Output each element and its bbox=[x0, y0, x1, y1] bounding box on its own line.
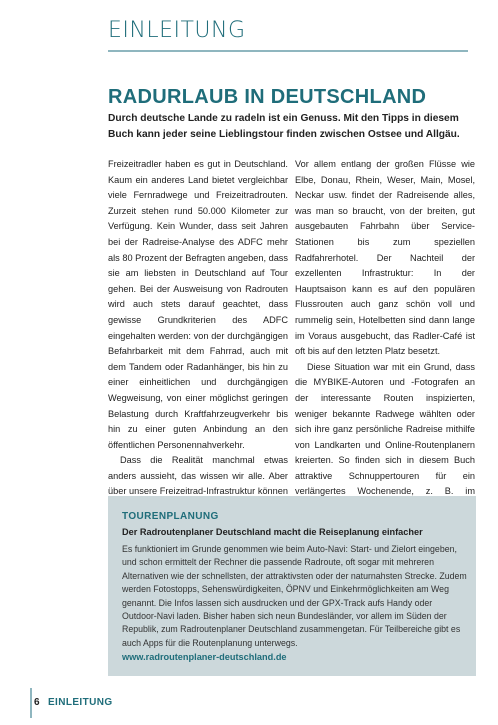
article-lead: Durch deutsche Lande zu radeln ist ein Genuss. Mit den Tipps in diesem Buch kann jeder seine Lieblingstour finden zwischen Ostsee und Allgäu. bbox=[108, 113, 460, 140]
page-number: 6 bbox=[34, 697, 40, 708]
info-box-heading: TOURENPLANUNG bbox=[122, 511, 219, 522]
text-column-left bbox=[108, 157, 288, 516]
paragraph: Diese Situation war mit ein Grund, dass die MYBIKE-Autoren und -Fotografen an der interessante Routen inspizierten, weniger bekannte Radwege wählten oder sich ihre ganz persönliche Radreise mithilfe von Landkarten und Online-Routenplanern kreierten. So finden sich in diesem Buch attraktive Schnuppertouren für ein verlängertes Wochenende, z. B. im bbox=[295, 361, 475, 497]
article-title: RADURLAUB IN DEUTSCHLAND bbox=[108, 86, 427, 108]
header-divider bbox=[108, 50, 468, 52]
footer-divider bbox=[30, 688, 32, 718]
text-column-right bbox=[295, 157, 475, 531]
footer-section: EINLEITUNG bbox=[47, 697, 113, 708]
section-header: EINLEITUNG bbox=[108, 18, 246, 43]
info-box-subheading: Der Radroutenplaner Deutschland macht die Reiseplanung einfacher bbox=[122, 527, 423, 537]
info-box bbox=[108, 496, 476, 676]
page-footer bbox=[34, 697, 113, 708]
paragraph: Freizeitradler haben es gut in Deutschland. Kaum ein anderes Land bietet vergleichbar viele Fernradwege und Freizeitradrouten. Zurzeit stehen rund 50.000 Kilometer zur Verfügung. Kein Wunder, dass seit Jahren bei der Radreise-Analyse des ADFC mehr als 80 Prozent der Befragten angeben, dass sie am liebsten in Deutschland auf Tour gehen. Bei der Ausweisung von Radrouten wird auch stets darauf geachtet, dass gewisse Grundkriterien des ADFC eingehalten werden: von der durchgängigen Befahrbarkeit mit dem Fahrrad, auch mit dem Tandem oder Radanhänger, bis hin zu einer einheitlichen und durchgängigen Wegweisung, von einer möglichst geringen Belastung durch Kraftfahrzeugverkehr bis hin zu einer guten Anbindung an den öffentlichen Personennahverkehr. bbox=[108, 159, 288, 450]
paragraph: Dass die Realität manchmal etwas anders aussieht, das wissen wir alle. Aber über unsere Freizeitrad-Infrastruktur können bbox=[108, 455, 288, 497]
paragraph: Vor allem entlang der großen Flüsse wie Elbe, Donau, Rhein, Weser, Main, Mosel, Neckar usw. findet der Radreisende alles, was man so braucht, von der breiten, gut ausgebauten Fahrbahn über Service-Stationen bis zum speziellen Radfahrerhotel. Der Nachteil der exzellenten Infrastruktur: In der Hauptsaison kann es auf den populären Flussrouten auch ganz schön voll und rummelig sein, Hotelbetten sind dann lange im Voraus ausgebucht, das Radler-Café ist oft bis auf den letzten Platz besetzt. bbox=[295, 159, 475, 357]
info-box-link[interactable]: www.radroutenplaner-deutschland.de bbox=[122, 652, 287, 662]
info-box-body: Es funktioniert im Grunde genommen wie beim Auto-Navi: Start- und Zielort eingeben, und schon ermittelt der Rechner die passende Radroute, oft sogar mit mehreren Alternativen wie der schnellsten, der attraktivsten oder der naturnahsten Strecke. Zudem werden Fotostopps, Sehenswürdigkeiten, ÖPNV und Einkehrmöglichkeiten am Weg genannt. Die Infos lassen sich ausdrucken und der GPX-Track aufs Handy oder Outdoor-Navi laden. Bisher haben sich neun Bundesländer, vor allem im Süden der Republik, zum Radroutenplaner Deutschland zusammengetan. Für Teilbereiche gibt es auch Apps für die Routenplanung unterwegs. bbox=[122, 544, 467, 648]
